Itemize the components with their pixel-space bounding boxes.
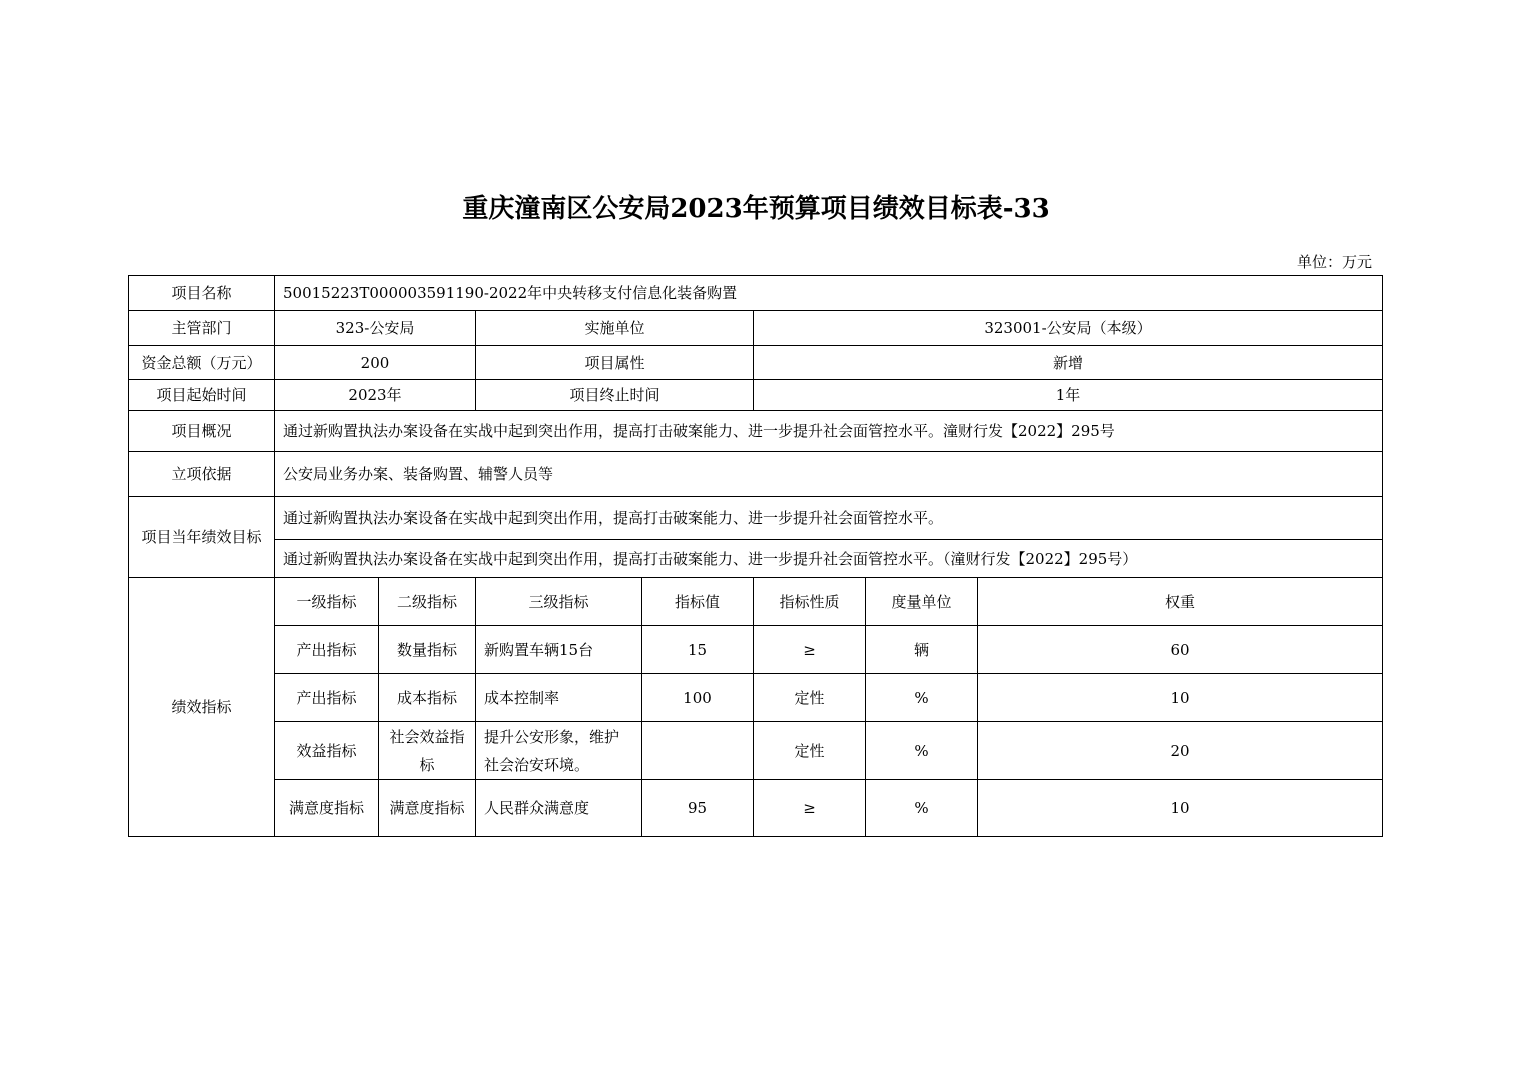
value-basis: 公安局业务办案、装备购置、辅警人员等 (275, 452, 1383, 497)
label-goal: 项目当年绩效目标 (129, 497, 275, 578)
cell-nature: 定性 (754, 674, 866, 722)
header-level1: 一级指标 (275, 578, 379, 626)
cell-level1: 产出指标 (275, 626, 379, 674)
header-nature: 指标性质 (754, 578, 866, 626)
value-attr: 新增 (754, 346, 1383, 380)
value-overview: 通过新购置执法办案设备在实战中起到突出作用，提高打击破案能力、进一步提升社会面管控水平。潼财行发【2022】295号 (275, 411, 1383, 452)
row-basis (129, 452, 1383, 497)
cell-weight: 60 (978, 626, 1383, 674)
value-dept: 323-公安局 (275, 311, 476, 346)
row-goal-2 (129, 540, 1383, 578)
label-project-name: 项目名称 (129, 276, 275, 311)
cell-level3: 提升公安形象，维护社会治安环境。 (476, 722, 642, 780)
cell-nature: ≥ (754, 780, 866, 837)
label-indicators: 绩效指标 (129, 578, 275, 837)
cell-level2: 满意度指标 (379, 780, 476, 837)
cell-weight: 20 (978, 722, 1383, 780)
cell-unit: % (866, 674, 978, 722)
indicator-row (129, 722, 1383, 780)
indicator-row (129, 780, 1383, 837)
cell-value: 100 (642, 674, 754, 722)
label-start: 项目起始时间 (129, 380, 275, 411)
label-overview: 项目概况 (129, 411, 275, 452)
value-goal-1: 通过新购置执法办案设备在实战中起到突出作用，提高打击破案能力、进一步提升社会面管控水平。 (275, 497, 1383, 540)
unit-label: 单位：万元 (1296, 253, 1372, 271)
label-dept: 主管部门 (129, 311, 275, 346)
cell-weight: 10 (978, 780, 1383, 837)
label-end: 项目终止时间 (476, 380, 754, 411)
label-attr: 项目属性 (476, 346, 754, 380)
page-title: 重庆潼南区公安局2023年预算项目绩效目标表-33 (462, 194, 1050, 224)
cell-value: 15 (642, 626, 754, 674)
row-goal-1 (129, 497, 1383, 540)
header-value: 指标值 (642, 578, 754, 626)
value-project-name: 50015223T000003591190-2022年中央转移支付信息化装备购置 (275, 276, 1383, 311)
value-fund: 200 (275, 346, 476, 380)
cell-level2: 成本指标 (379, 674, 476, 722)
value-impl: 323001-公安局（本级） (754, 311, 1383, 346)
label-basis: 立项依据 (129, 452, 275, 497)
cell-unit: 辆 (866, 626, 978, 674)
header-level3: 三级指标 (476, 578, 642, 626)
indicator-row (129, 674, 1383, 722)
cell-unit: % (866, 780, 978, 837)
header-level2: 二级指标 (379, 578, 476, 626)
row-dept (129, 311, 1383, 346)
cell-value: 95 (642, 780, 754, 837)
cell-level1: 效益指标 (275, 722, 379, 780)
cell-level2: 社会效益指标 (379, 722, 476, 780)
cell-level3: 新购置车辆15台 (476, 626, 642, 674)
cell-weight: 10 (978, 674, 1383, 722)
cell-level3: 人民群众满意度 (476, 780, 642, 837)
value-goal-2: 通过新购置执法办案设备在实战中起到突出作用，提高打击破案能力、进一步提升社会面管控水平。（潼财行发【2022】295号） (275, 540, 1383, 578)
label-fund: 资金总额（万元） (129, 346, 275, 380)
cell-value (642, 722, 754, 780)
header-unit: 度量单位 (866, 578, 978, 626)
value-start: 2023年 (275, 380, 476, 411)
header-weight: 权重 (978, 578, 1383, 626)
cell-nature: 定性 (754, 722, 866, 780)
row-time (129, 380, 1383, 411)
indicator-header-row (129, 578, 1383, 626)
cell-level3: 成本控制率 (476, 674, 642, 722)
performance-table (128, 275, 1383, 837)
cell-level1: 满意度指标 (275, 780, 379, 837)
row-overview (129, 411, 1383, 452)
cell-level2: 数量指标 (379, 626, 476, 674)
cell-level1: 产出指标 (275, 674, 379, 722)
value-end: 1年 (754, 380, 1383, 411)
cell-unit: % (866, 722, 978, 780)
cell-nature: ≥ (754, 626, 866, 674)
indicator-row (129, 626, 1383, 674)
row-project-name (129, 276, 1383, 311)
row-fund (129, 346, 1383, 380)
label-impl: 实施单位 (476, 311, 754, 346)
